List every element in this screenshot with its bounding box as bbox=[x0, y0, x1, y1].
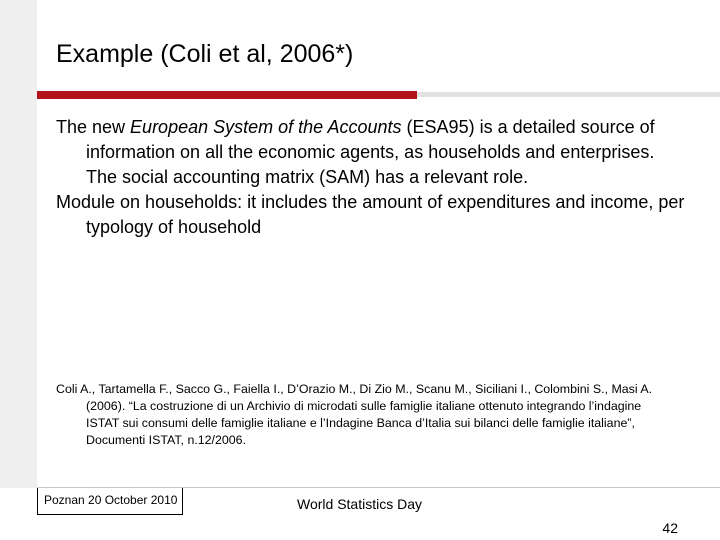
title-accent-bar bbox=[37, 91, 417, 99]
body-paragraph-esa-start: The new bbox=[56, 117, 131, 137]
slide-body bbox=[56, 115, 686, 240]
body-paragraph-households: Module on households: it includes the amount of expenditures and income, per typology of household bbox=[56, 192, 685, 237]
slide-title: Example (Coli et al, 2006*) bbox=[56, 40, 354, 68]
esa-italic-term: European System of the Accounts bbox=[130, 117, 402, 137]
page-number: 42 bbox=[662, 520, 678, 536]
footer-date: Poznan 20 October 2010 bbox=[44, 493, 178, 507]
body-paragraph-esa bbox=[56, 115, 686, 190]
body-paragraph-esa-rest: (ESA95) is a detailed source of information on all the economic agents, as households and enterprises. The social accounting matrix (SAM) has a relevant role. bbox=[86, 117, 655, 187]
left-margin-bar bbox=[0, 0, 37, 488]
footer-event: World Statistics Day bbox=[297, 496, 422, 512]
citation bbox=[56, 381, 676, 449]
citation-text: Coli A., Tartamella F., Sacco G., Faiella I., D’Orazio M., Di Zio M., Scanu M., Siciliani I., Colombini S., Masi A. (2006). “La costruzione di un Archivio di microdati sulle famiglie italiane ottenuto integrando l’indagine ISTAT sui consumi delle famiglie italiane e l’Indagine Banca d’Italia sui bilanci delle famiglie italiane”, Documenti ISTAT, n.12/2006. bbox=[56, 382, 653, 447]
